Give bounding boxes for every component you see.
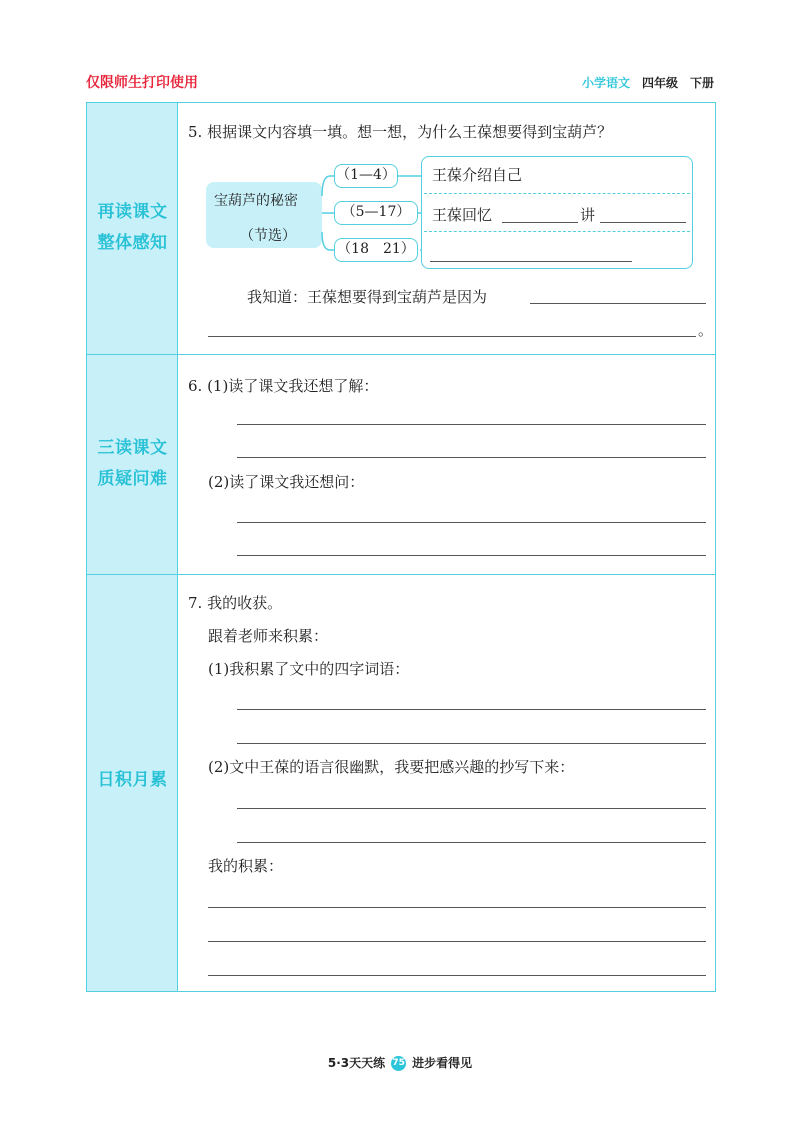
q5-answer-prefix: 我知道：王葆想要得到宝葫芦是因为 [247,288,488,306]
branch-paragraphs-2: （5—17） [334,201,418,225]
answer-blank[interactable] [502,222,578,223]
section-title-reread: 再读课文 整体感知 [97,202,168,253]
q5-answer-end: 。 [698,321,714,339]
q7-follow: 跟着老师来积累： [208,627,329,645]
q7-sub2: (2)文中王葆的语言很幽默，我要把感兴趣的抄写下来： [208,758,575,776]
answer-line[interactable] [237,522,706,523]
answer-line[interactable] [237,457,706,458]
answer-line[interactable] [208,941,706,942]
grade-label: 四年级 [641,76,678,90]
section-divider [87,354,715,355]
answer-line[interactable] [237,555,706,556]
box-text-speak: 讲 [580,206,596,224]
footer-slogan: 进步看得见 [412,1056,473,1070]
answer-line[interactable] [237,842,706,843]
answer-line[interactable] [530,303,706,304]
answer-blank[interactable] [600,222,686,223]
mindmap-root-subtitle: （节选） [240,228,296,244]
answer-line[interactable] [237,743,706,744]
q6-sub2: (2)读了课文我还想问： [208,473,365,491]
q7-sub1: (1)我积累了文中的四字词语： [208,660,410,678]
page-footer [0,1054,800,1071]
page-number: 75 [391,1056,406,1071]
box-divider [424,193,690,194]
footer-brand: 5·3天天练 [327,1056,386,1070]
section-title-question: 三读课文 质疑问难 [97,438,168,489]
box-divider [424,231,690,232]
mindmap-root-title: 宝葫芦的秘密 [214,193,298,209]
answer-line[interactable] [237,424,706,425]
print-notice: 仅限师生打印使用 [86,75,198,91]
answer-line[interactable] [208,975,706,976]
q5-prompt: 5. 根据课文内容填一填。想一想，为什么王葆想要得到宝葫芦？ [188,123,613,141]
answer-line[interactable] [208,907,706,908]
branch-paragraphs-1: （1—4） [334,164,398,188]
section-divider [87,574,715,575]
branch-paragraphs-3: （18 21） [334,238,418,262]
subject-label: 小学语文 [581,76,630,90]
answer-line[interactable] [237,808,706,809]
q7-mine: 我的积累： [208,857,284,875]
box-text-recall: 王葆回忆 [432,206,493,224]
answer-line[interactable] [237,709,706,710]
section-title-accumulate: 日积月累 [97,770,168,790]
answer-blank[interactable] [430,261,632,262]
q6-prompt: 6. (1)读了课文我还想了解： [188,377,379,395]
q7-prompt: 7. 我的收获。 [188,594,283,612]
volume-label: 下册 [689,76,714,90]
answer-line[interactable] [208,336,696,337]
box-text-intro: 王葆介绍自己 [432,166,523,184]
